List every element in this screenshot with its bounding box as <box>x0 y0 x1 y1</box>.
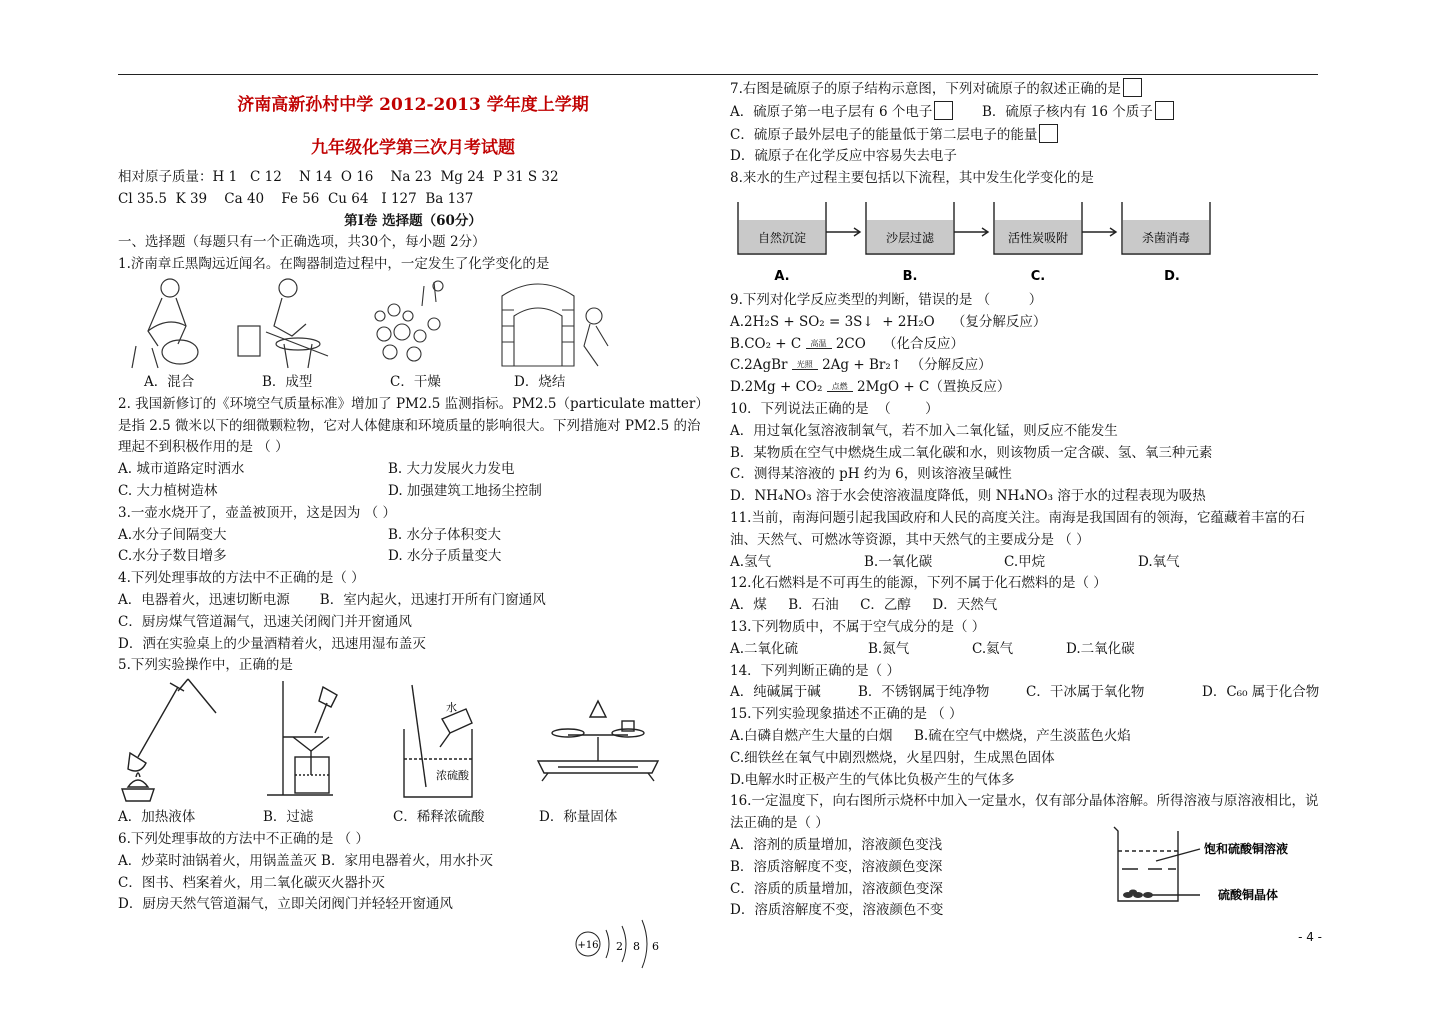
question-3-options-ab <box>118 525 708 547</box>
q9-c-condition: 光照 <box>792 361 818 370</box>
question-5: 5.下列实验操作中，正确的是 <box>118 657 293 674</box>
instruction: 一、选择题（每题只有一个正确选项，共30个，每小题 2分） <box>118 234 486 251</box>
q9-d-condition: 点燃 <box>827 383 853 392</box>
question-2-options-cd <box>118 481 708 503</box>
step-letter-a: A. <box>774 268 790 284</box>
q10-option-a: A．用过氧化氢溶液制氧气，若不加入二氧化锰，则反应不能发生 <box>730 422 1118 439</box>
left-column <box>118 78 708 916</box>
q5-label-water: 水 <box>446 701 457 715</box>
q6-option-d: D．厨房天然气管道漏气，立即关闭阀门并轻轻开窗通风 <box>118 896 453 913</box>
q9-option-b <box>730 334 1320 356</box>
q9-option-a: A.2H₂S + SO₂ = 3S↓ + 2H₂O （复分解反应） <box>730 313 1047 330</box>
answer-box[interactable] <box>1123 78 1142 97</box>
q7-options-ab <box>730 101 1320 124</box>
q9-b-reactants: B.CO₂ + C <box>730 335 802 352</box>
atomic-mass-line-2: Cl 35.5 K 39 Ca 40 Fe 56 Cu 64 I 127 Ba 137 <box>118 190 474 207</box>
q9-b-products: 2CO （化合反应） <box>835 335 964 352</box>
q3-option-d: D. 水分子质量变大 <box>388 548 502 565</box>
q9-c-products: 2Ag + Br₂↑ （分解反应） <box>822 357 992 374</box>
q13-option-c: C.氦气 <box>972 640 1014 657</box>
q14-option-d: D．C₆₀ 属于化合物 <box>1202 684 1320 701</box>
q4-option-d: D．洒在实验桌上的少量酒精着火，迅速用湿布盖灭 <box>118 635 426 652</box>
answer-box[interactable] <box>934 101 953 120</box>
q2-option-b: B. 大力发展火力发电 <box>388 461 515 478</box>
lab-operation-illustrations <box>118 677 708 807</box>
shell-1-electrons: 2 <box>616 940 623 953</box>
question-4: 4.下列处理事故的方法中不正确的是（ ） <box>118 570 365 587</box>
q4-option-c: C．厨房煤气管道漏气，迅速关闭阀门并开窗通风 <box>118 613 412 630</box>
question-10: 10．下列说法正确的是 （ ） <box>730 400 939 417</box>
shell-2-electrons: 8 <box>633 940 640 953</box>
q13-option-d: D.二氧化碳 <box>1066 640 1135 657</box>
copper-sulfate-beaker <box>1108 821 1318 911</box>
firing-illustration <box>502 284 608 366</box>
right-column <box>730 78 1320 922</box>
q9-d-products: 2MgO + C（置换反应） <box>856 379 1011 396</box>
q7-option-c: C．硫原子最外层电子的能量低于第二层电子的能量 <box>730 126 1038 143</box>
top-rule <box>118 74 1318 75</box>
question-12: 12.化石燃料是不可再生的能源，下列不属于化石燃料的是（ ） <box>730 575 1107 592</box>
question-1-options <box>118 372 708 394</box>
q7-option-c-row <box>730 124 1320 147</box>
question-2: 2. 我国新修订的《环境空气质量标准》增加了 PM2.5 监测指标。PM2.5（particulate matter）是指 2.5 微米以下的细微颗粒物，它对人体健康和环境质量的影响很大。下列措施对 PM2.5 的治理起不到积极作用的是 （ ） <box>118 395 703 456</box>
q1-option-c: C．干燥 <box>390 373 441 390</box>
shell-3-electrons: 6 <box>652 940 659 953</box>
q5-label-acid: 浓硫酸 <box>436 769 469 783</box>
q5-option-c: C．稀释浓硫酸 <box>393 809 485 826</box>
q9-d-reactants: D.2Mg + CO₂ <box>730 379 823 396</box>
question-11: 11.当前，南海问题引起我国政府和人民的高度关注。南海是我国固有的领海，它蕴藏着丰富的石油、天然气、可燃冰等资源，其中天然气的主要成分是 （ ） <box>730 509 1305 548</box>
lab-operation-figures <box>118 677 708 807</box>
q10-option-c: C．测得某溶液的 pH 约为 6，则该溶液呈碱性 <box>730 466 1012 483</box>
q13-option-b: B.氮气 <box>868 640 910 657</box>
answer-box[interactable] <box>1039 124 1058 143</box>
weighing-illustration <box>538 701 658 781</box>
question-14-options <box>730 682 1320 704</box>
heating-liquid-illustration <box>122 679 216 801</box>
step-letter-d: D. <box>1164 268 1180 284</box>
q6-option-c: C．图书、档案着火，用二氧化碳灭火器扑灭 <box>118 874 385 891</box>
q11-option-a: A.氢气 <box>730 553 772 570</box>
question-7 <box>730 78 1320 101</box>
q15-option-d: D.电解水时正极产生的气体比负极产生的气体多 <box>730 771 1015 788</box>
q1-option-d: D．烧结 <box>514 373 566 390</box>
page-number: - 4 - <box>1298 930 1322 944</box>
question-9: 9.下列对化学反应类型的判断，错误的是 （ ） <box>730 291 1043 308</box>
q5-option-a: A．加热液体 <box>118 809 196 826</box>
step-natural-settling: 自然沉淀 <box>757 230 807 245</box>
q15-options-ab: A.白磷自燃产生大量的白烟 B.硫在空气中燃烧，产生淡蓝色火焰 <box>730 727 1131 744</box>
q11-option-c: C.甲烷 <box>1004 553 1046 570</box>
q2-option-d: D. 加强建筑工地扬尘控制 <box>388 482 542 499</box>
pottery-illustrations <box>118 276 708 372</box>
exam-title-subject: 九年级化学第三次月考试题 <box>311 138 515 158</box>
step-letter-b: B. <box>902 268 918 284</box>
label-crystal: 硫酸铜晶体 <box>1218 887 1279 902</box>
q6-options-ab: A．炒菜时油锅着火，用锅盖盖灭 B．家用电器着火，用水扑灭 <box>118 852 493 869</box>
question-1: 1.济南章丘黑陶远近闻名。在陶器制造过程中，一定发生了化学变化的是 <box>118 256 550 273</box>
q11-option-b: B.一氧化碳 <box>864 553 933 570</box>
q9-c-reactants: C.2AgBr <box>730 357 788 374</box>
q16-option-a: A．溶剂的质量增加，溶液颜色变浅 <box>730 836 943 853</box>
sulfur-atom-diagram <box>572 916 662 972</box>
q7-text: 7.右图是硫原子的原子结构示意图，下列对硫原子的叙述正确的是 <box>730 81 1121 97</box>
q1-option-b: B．成型 <box>262 373 313 390</box>
step-activated-carbon: 活性炭吸附 <box>1007 230 1069 245</box>
q10-option-b: B．某物质在空气中燃烧生成二氧化碳和水，则该物质一定含碳、氢、氧三种元素 <box>730 444 1213 461</box>
forming-illustration <box>238 279 328 368</box>
q16-option-c: C．溶质的质量增加，溶液颜色变深 <box>730 880 943 897</box>
question-13-options <box>730 639 1320 661</box>
atomic-mass-line-1: 相对原子质量：H 1 C 12 N 14 O 16 Na 23 Mg 24 P 31 S 32 <box>118 169 559 185</box>
question-2-options-ab <box>118 459 708 481</box>
q2-option-c: C. 大力植树造林 <box>118 482 218 499</box>
q9-option-c <box>730 355 1320 377</box>
q7-option-b: B．硫原子核内有 16 个质子 <box>982 103 1153 120</box>
q16-option-d: D．溶质溶解度不变，溶液颜色不变 <box>730 902 944 919</box>
question-5-options <box>118 807 708 829</box>
section-heading: 第Ⅰ卷 选择题（60分） <box>344 212 482 229</box>
filtration-illustration <box>267 681 337 795</box>
q7-option-a: A．硫原子第一电子层有 6 个电子 <box>730 103 933 120</box>
q16-option-b: B．溶质溶解度不变，溶液颜色变深 <box>730 858 943 875</box>
answer-box[interactable] <box>1155 101 1174 120</box>
q7-option-d: D．硫原子在化学反应中容易失去电子 <box>730 148 957 165</box>
label-saturated-solution: 饱和硫酸铜溶液 <box>1204 841 1289 856</box>
water-treatment-diagram <box>730 190 1320 290</box>
q3-option-a: A.水分子间隔变大 <box>118 526 227 543</box>
q5-option-d: D．称量固体 <box>539 809 618 826</box>
q1-option-a: A．混合 <box>144 373 195 390</box>
question-11-options <box>730 552 1320 574</box>
mixing-illustration <box>132 279 198 368</box>
q14-option-b: B．不锈钢属于纯净物 <box>858 684 990 701</box>
q5-option-b: B．过滤 <box>263 809 314 826</box>
nucleus-charge: +16 <box>577 940 599 951</box>
q12-options: A．煤 B．石油 C．乙醇 D．天然气 <box>730 597 998 614</box>
q2-option-a: A. 城市道路定时洒水 <box>118 461 245 478</box>
q16-options-with-figure <box>730 835 1320 922</box>
question-16: 16.一定温度下，向右图所示烧杯中加入一定量水，仅有部分晶体溶解。所得溶液与原溶液相比，说法正确的是（ ） <box>730 793 1319 832</box>
step-disinfection: 杀菌消毒 <box>1141 230 1191 245</box>
step-letter-c: C. <box>1030 268 1046 284</box>
water-treatment-flow <box>730 190 1320 290</box>
question-3-options-cd <box>118 546 708 568</box>
q11-option-d: D.氧气 <box>1138 553 1180 570</box>
drying-illustration <box>375 281 443 361</box>
question-14: 14．下列判断正确的是（ ） <box>730 662 900 679</box>
q13-option-a: A.二氧化硫 <box>730 640 799 657</box>
exam-title-school: 济南高新孙村中学 2012-2013 学年度上学期 <box>237 95 589 115</box>
question-6: 6.下列处理事故的方法中不正确的是 （ ） <box>118 830 369 847</box>
question-13: 13.下列物质中，不属于空气成分的是（ ） <box>730 618 986 635</box>
q14-option-a: A．纯碱属于碱 <box>730 684 821 701</box>
q4-options-ab: A．电器着火，迅速切断电源 B．室内起火，迅速打开所有门窗通风 <box>118 591 546 608</box>
question-8: 8.来水的生产过程主要包括以下流程，其中发生化学变化的是 <box>730 170 1094 187</box>
q3-option-b: B. 水分子体积变大 <box>388 526 502 543</box>
q9-b-condition: 高温 <box>806 340 832 349</box>
q15-option-c: C.细铁丝在氧气中剧烈燃烧，火星四射，生成黑色固体 <box>730 749 1055 766</box>
question-3: 3.一壶水烧开了，壶盖被顶开，这是因为 （ ） <box>118 504 396 521</box>
step-sand-filtration: 沙层过滤 <box>885 230 935 245</box>
pottery-figures <box>118 276 708 372</box>
question-15: 15.下列实验现象描述不正确的是 （ ） <box>730 706 963 723</box>
q10-option-d: D．NH₄NO₃ 溶于水会使溶液温度降低，则 NH₄NO₃ 溶于水的过程表现为吸热 <box>730 488 1206 505</box>
q9-option-d <box>730 377 1320 399</box>
q14-option-c: C．干冰属于氧化物 <box>1026 684 1145 701</box>
q3-option-c: C.水分子数目增多 <box>118 548 227 565</box>
